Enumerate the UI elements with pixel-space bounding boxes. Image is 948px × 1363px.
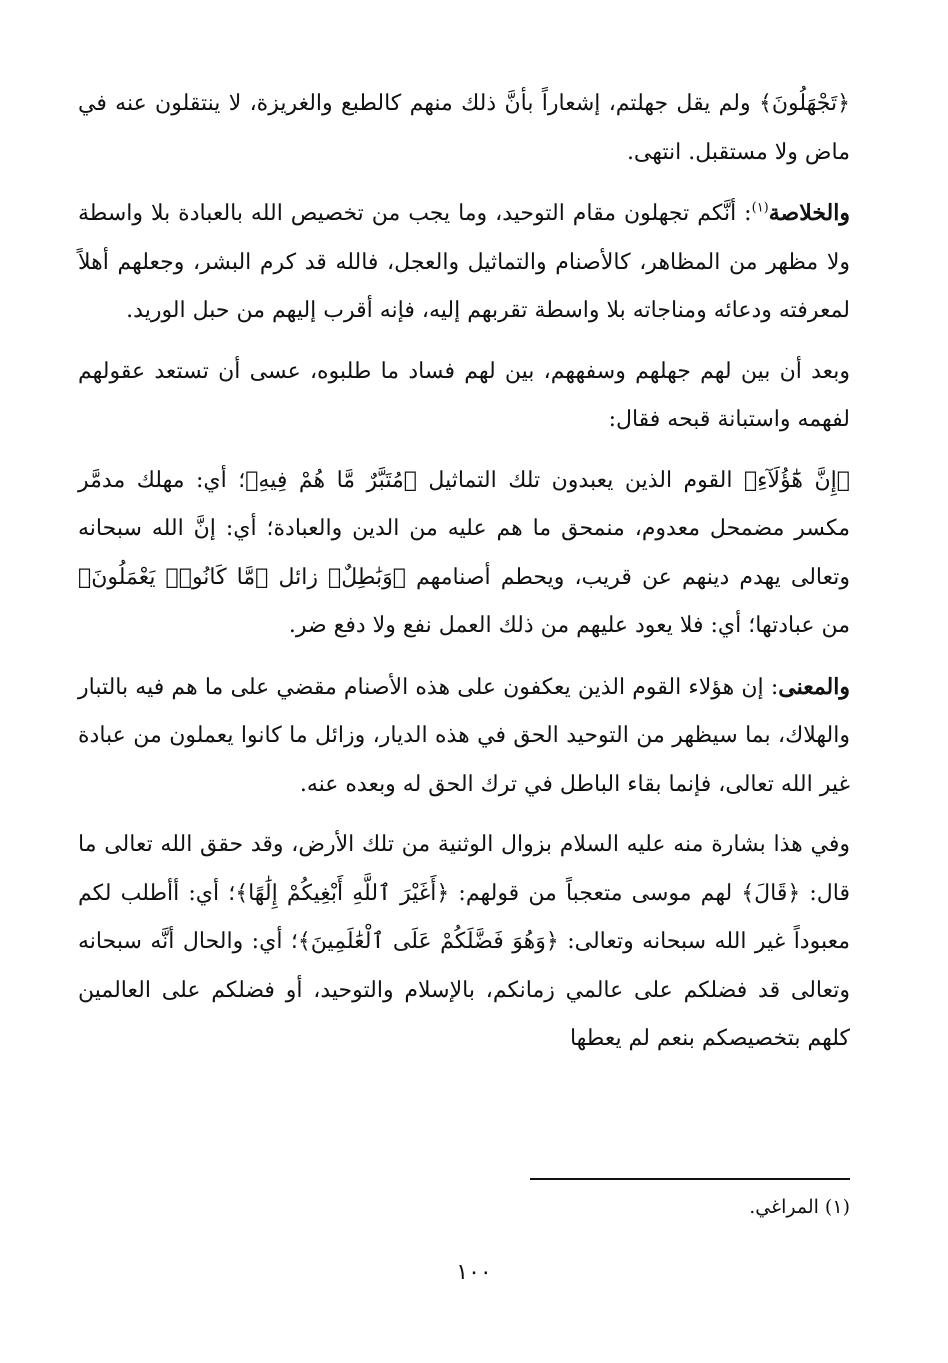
paragraph-3 [78,348,850,445]
paragraph-4 [78,457,850,651]
paragraph-5 [78,663,850,810]
page-number: ١٠٠ [456,1260,492,1285]
page-body [78,80,850,1076]
footnote: (١) المراغي. [749,1196,850,1218]
paragraph-2 [78,189,850,336]
paragraph-text: ﴿إِنَّ هَٰٓؤُلَآءِ﴾ القوم الذين يعبدون تلك التماثيل ﴿مُتَبَّرٌ مَّا هُمْ فِيهِ﴾؛ أي: مهلك مدمَّر مكسر مضمحل معدوم، منمحق ما هم عليه من الدين والعبادة؛ أي: إنَّ الله سبحانه وتعالى يهدم دينهم عن قريب، ويحطم أصنامهم ﴿وَبَٰطِلٌ﴾ زائل ﴿مَّا كَانُوا۟ يَعْمَلُونَ﴾ من عبادتها؛ أي: فلا يعود عليهم من ذلك العمل نفع ولا دفع ضر. [78,467,850,638]
paragraph-text: : إن هؤلاء القوم الذين يعكفون على هذه الأصنام مقضي على ما هم فيه بالتبار والهلاك، بما سيظهر من التوحيد الحق في هذه الديار، وزائل ما كانوا يعملون من عبادة غير الله تعالى، فإنما بقاء الباطل في ترك الحق له وبعده عنه. [78,674,850,797]
paragraph-lead: والخلاصة [768,200,850,226]
paragraph-text: ﴿تَجْهَلُونَ﴾ ولم يقل جهلتم، إشعاراً بأنَّ ذلك منهم كالطبع والغريزة، لا ينتقلون عنه في ماض ولا مستقبل. انتهى. [78,91,850,165]
paragraph-6 [78,821,850,1064]
paragraph-lead: والمعنى [778,673,850,700]
paragraph-text: : أنَّكم تجهلون مقام التوحيد، وما يجب من تخصيص الله بالعبادة بلا واسطة ولا مظهر من المظاهر، كالأصنام والتماثيل والعجل، فالله قد كرم البشر، وجعلهم أهلاً لمعرفته ودعائه ومناجاته بلا واسطة تقربهم إليه، فإنه أقرب إليهم من حبل الوريد. [78,201,850,323]
paragraph-text: وبعد أن بين لهم جهلهم وسفههم، بين لهم فساد ما طلبوه، عسى أن تستعد عقولهم لفهمه واستبانة قبحه فقال: [78,358,850,432]
paragraph-1 [78,80,850,177]
paragraph-text: وفي هذا بشارة منه عليه السلام بزوال الوثنية من تلك الأرض، وقد حقق الله تعالى ما قال: ﴿قَالَ﴾ لهم موسى متعجباً من قولهم: ﴿أَغَيْرَ ٱللَّهِ أَبْغِيكُمْ إِلَٰهًا﴾؛ أي: أأطلب لكم معبوداً غير الله سبحانه وتعالى: ﴿وَهُوَ فَضَّلَكُمْ عَلَى ٱلْعَٰلَمِينَ﴾؛ أي: والحال أنَّه سبحانه وتعالى قد فضلكم على عالمي زمانكم، بالإسلام والتوحيد، أو فضلكم على العالمين كلهم بتخصيصكم بنعم لم يعطها [78,832,850,1051]
footnote-divider [530,1178,850,1180]
footnote-reference: (١) [751,200,769,216]
